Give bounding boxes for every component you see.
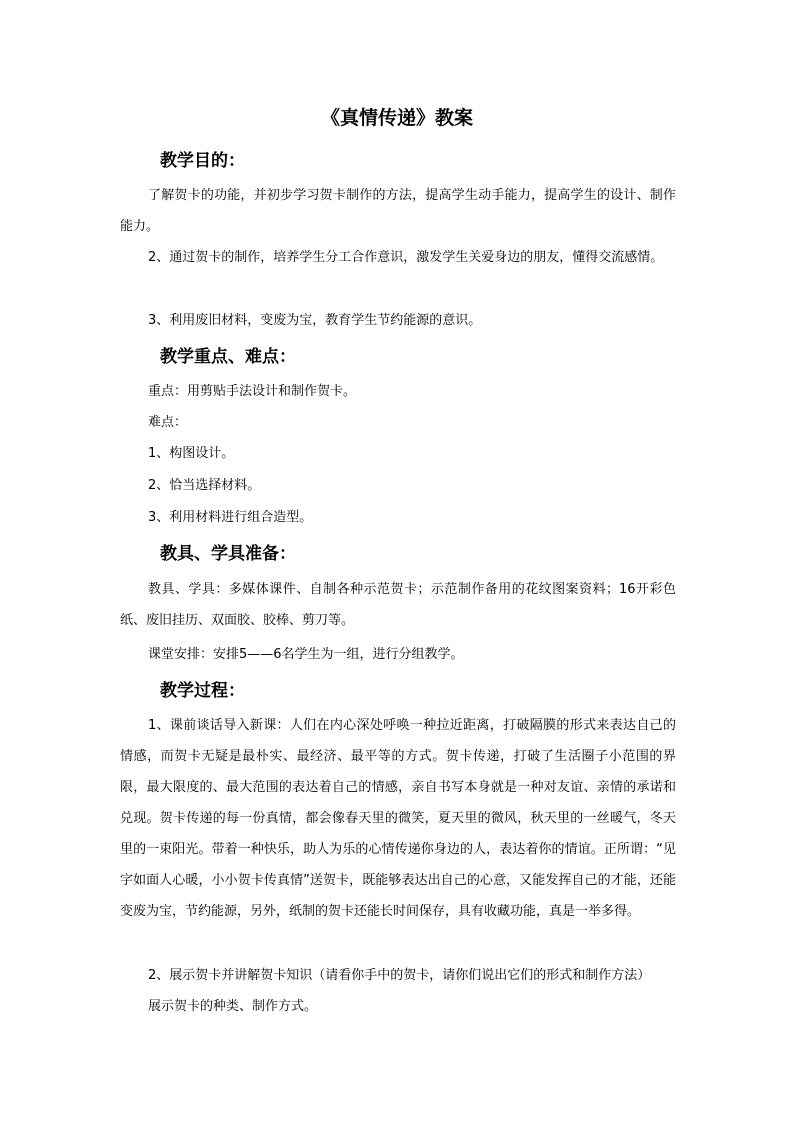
key-points-heading: 教学重点、难点： [160,347,296,367]
objectives-heading: 教学目的： [160,151,245,171]
key-point-emphasis: 重点：用剪贴手法设计和制作贺卡。 [148,384,357,399]
key-point-difficulty-3: 3、利用材料进行组合造型。 [148,510,313,525]
process-step-1: 1、课前谈话导入新课：人们在内心深处呼唤一种拉近距离，打破隔膜的形式来表达自己的情感，而贺卡无疑是最朴实、最经济、最平等的方式。贺卡传递，打破了生活圈子小范围的界限，最大限度的、最大范围的表达着自己的情感，亲自书写本身就是一种对友谊、亲情的承诺和兑现。贺卡传递的每一份真情，都会像春天里的微笑，夏天里的微风，秋天里的一丝暖气，冬天里的一束阳光。带着一种快乐，助人为乐的心情传递你身边的人，表达着你的情谊。正所谓：“见字如面人心暖，小小贺卡传真情”送贺卡，既能够表达出自己的心意，又能发挥自己的才能，还能变废为宝，节约能源，另外，纸制的贺卡还能长时间保存，具有收藏功能，真是一举多得。 [120,718,676,919]
process-step-2: 2、展示贺卡并讲解贺卡知识（请看你手中的贺卡，请你们说出它们的形式和制作方法） [148,968,651,983]
key-point-difficulty-1: 1、构图设计。 [148,446,235,461]
class-arrangement: 课堂安排：安排5——6名学生为一组，进行分组教学。 [148,647,464,662]
materials-heading: 教具、学具准备： [160,544,296,564]
process-heading: 教学过程： [160,681,245,701]
objectives-item-2: 2、通过贺卡的制作，培养学生分工合作意识，激发学生关爱身边的朋友，懂得交流感情。 [148,250,664,265]
objectives-item-1: 了解贺卡的功能，并初步学习贺卡制作的方法，提高学生动手能力，提高学生的设计、制作能力。 [120,188,676,234]
objectives-item-3: 3、利用废旧材料，变废为宝，教育学生节约能源的意识。 [148,313,482,328]
key-point-difficulty-label: 难点： [148,415,188,430]
key-point-difficulty-2: 2、恰当选择材料。 [148,478,261,493]
process-step-2-detail: 展示贺卡的种类、制作方式。 [148,999,318,1014]
document-title: 《真情传递》教案 [320,107,473,129]
materials-list: 教具、学具：多媒体课件、自制各种示范贺卡；示范制作备用的花纹图案资料；16开彩色纸、废旧挂历、双面胶、胶棒、剪刀等。 [120,582,676,628]
